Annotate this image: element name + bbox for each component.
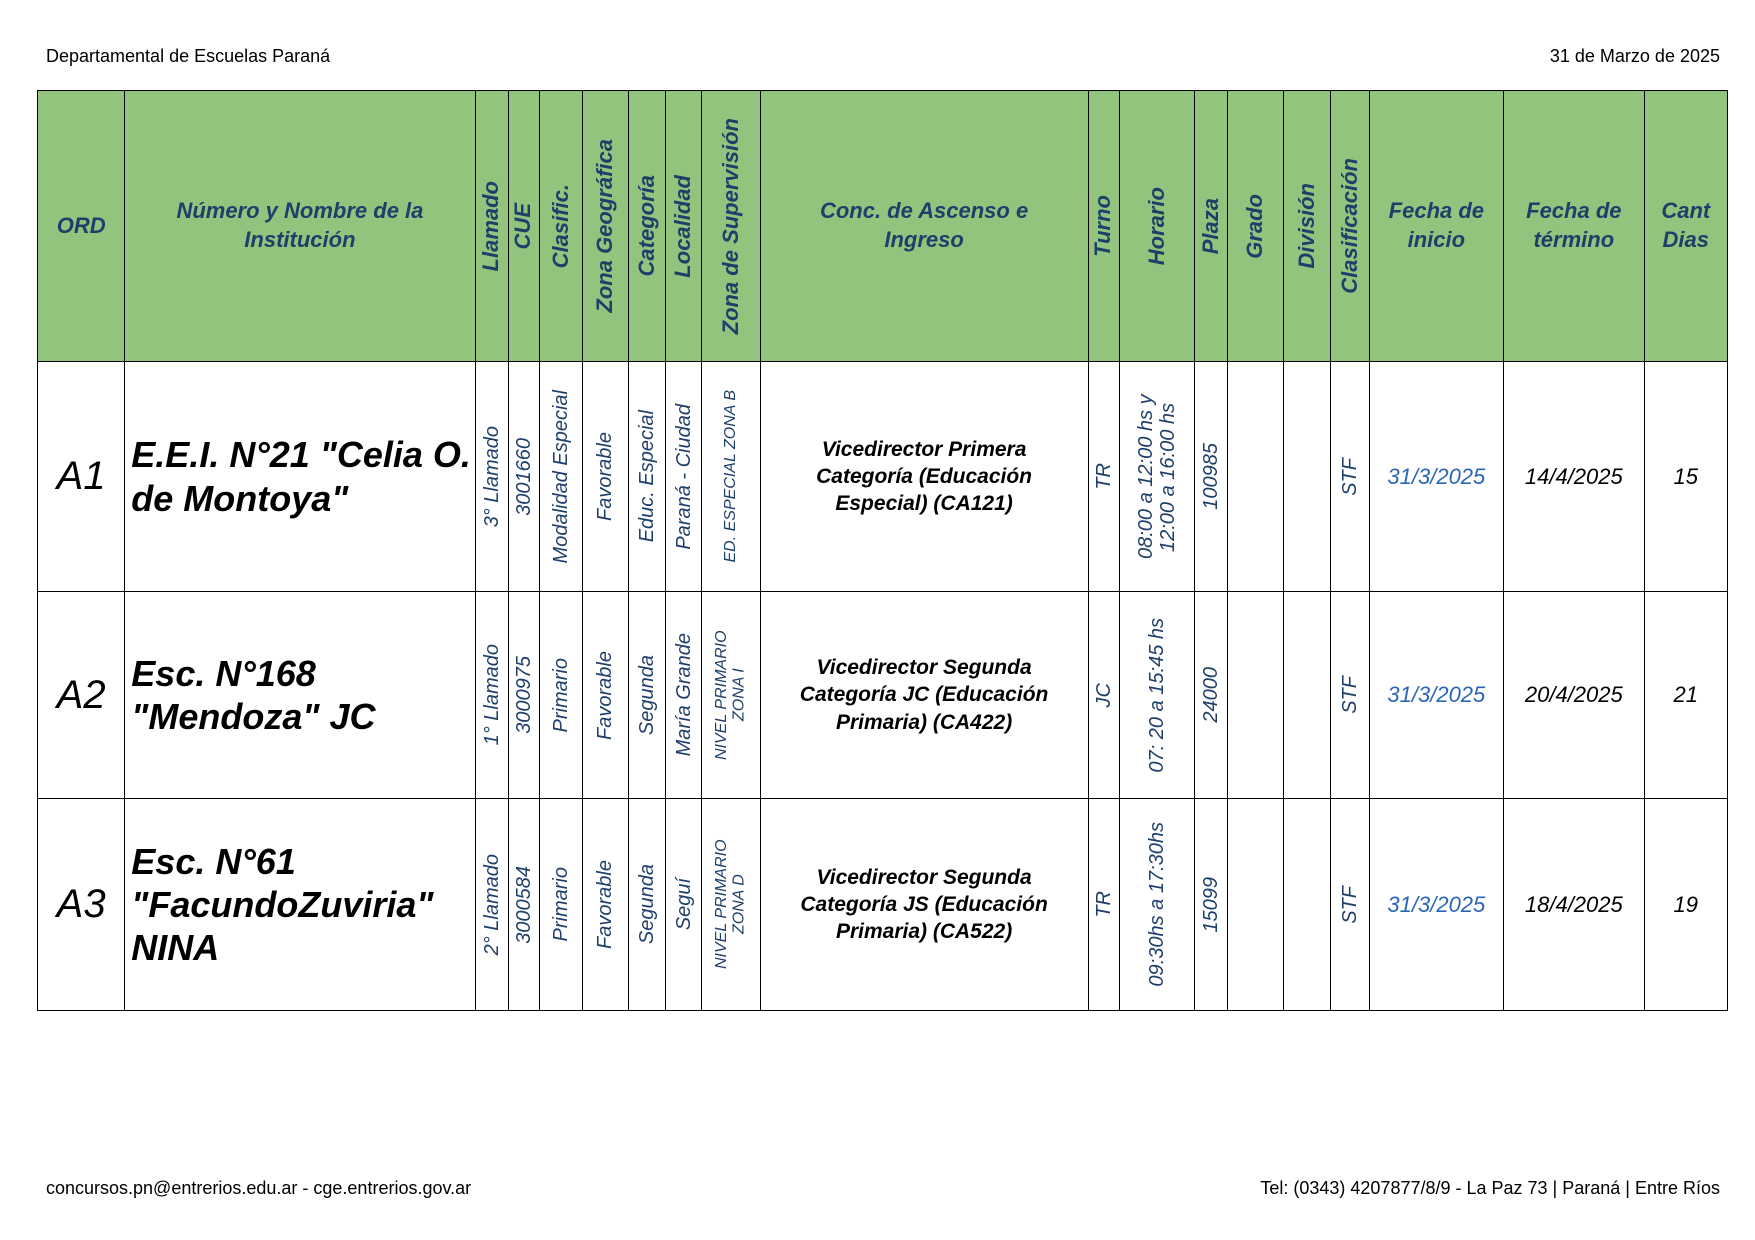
col-fecha-inicio: Fecha de inicio [1369, 91, 1503, 362]
cell-horario: 09:30hs a 17:30hs [1119, 799, 1194, 1011]
cell-clasific: Primario [539, 592, 582, 799]
col-plaza: Plaza [1195, 91, 1228, 362]
cell-clasific: Modalidad Especial [539, 362, 582, 592]
col-llamado: Llamado [475, 91, 508, 362]
table-row [38, 799, 1728, 1011]
cell-fecha-inicio: 31/3/2025 [1369, 799, 1503, 1011]
col-fecha-termino: Fecha de término [1504, 91, 1644, 362]
cell-clasific: Primario [539, 799, 582, 1011]
header-row [38, 91, 1728, 362]
cell-localidad: Seguí [666, 799, 702, 1011]
cell-cue: 3001660 [508, 362, 539, 592]
cell-division [1284, 799, 1331, 1011]
cell-fecha-termino: 14/4/2025 [1504, 362, 1644, 592]
col-cue: CUE [508, 91, 539, 362]
table-row [38, 362, 1728, 592]
col-clasificacion: Clasificación [1331, 91, 1369, 362]
col-horario: Horario [1119, 91, 1194, 362]
cell-clasificacion: STF [1331, 362, 1369, 592]
cell-institucion: Esc. N°168 "Mendoza" JC [125, 592, 475, 799]
header-date: 31 de Marzo de 2025 [1549, 46, 1720, 66]
cell-conc: Vicedirector Segunda Categoría JS (Educación Primaria) (CA522) [760, 799, 1088, 1011]
col-zona-geografica: Zona Geográfica [582, 91, 628, 362]
cell-clasificacion: STF [1331, 799, 1369, 1011]
cell-grado [1228, 799, 1284, 1011]
cell-division [1284, 362, 1331, 592]
col-cant-dias: Cant Dias [1644, 91, 1727, 362]
cell-turno: TR [1088, 362, 1119, 592]
cell-fecha-termino: 18/4/2025 [1504, 799, 1644, 1011]
cell-zona-geografica: Favorable [582, 362, 628, 592]
cell-cant-dias: 21 [1644, 592, 1727, 799]
cell-plaza: 15099 [1195, 799, 1228, 1011]
cell-fecha-termino: 20/4/2025 [1504, 592, 1644, 799]
cell-cant-dias: 19 [1644, 799, 1727, 1011]
cell-fecha-inicio: 31/3/2025 [1369, 362, 1503, 592]
footer-address: Tel: (0343) 4207877/8/9 - La Paz 73 | Paraná | Entre Ríos [1260, 1178, 1720, 1198]
cell-zona-supervision: NIVEL PRIMARIO ZONA I [702, 592, 760, 799]
footer-contact: concursos.pn@entrerios.edu.ar - cge.entrerios.gov.ar [46, 1178, 472, 1198]
cell-ord: A2 [38, 592, 125, 799]
cell-categoria: Segunda [629, 592, 666, 799]
cell-zona-geografica: Favorable [582, 799, 628, 1011]
cell-categoria: Educ. Especial [629, 362, 666, 592]
col-zona-supervision: Zona de Supervisión [702, 91, 760, 362]
cell-grado [1228, 362, 1284, 592]
cell-cant-dias: 15 [1644, 362, 1727, 592]
col-turno: Turno [1088, 91, 1119, 362]
cell-ord: A3 [38, 799, 125, 1011]
cell-fecha-inicio: 31/3/2025 [1369, 592, 1503, 799]
cell-categoria: Segunda [629, 799, 666, 1011]
col-ord: ORD [38, 91, 125, 362]
header-left: Departamental de Escuelas Paraná [46, 46, 331, 66]
cell-clasificacion: STF [1331, 592, 1369, 799]
cell-plaza: 100985 [1195, 362, 1228, 592]
cell-conc: Vicedirector Segunda Categoría JC (Educación Primaria) (CA422) [760, 592, 1088, 799]
cell-zona-supervision: NIVEL PRIMARIO ZONA D [702, 799, 760, 1011]
cell-cue: 3000975 [508, 592, 539, 799]
cell-llamado: 1° Llamado [475, 592, 508, 799]
cell-ord: A1 [38, 362, 125, 592]
col-clasific: Clasific. [539, 91, 582, 362]
table-row [38, 592, 1728, 799]
cell-llamado: 2° Llamado [475, 799, 508, 1011]
cell-institucion: E.E.I. N°21 "Celia O. de Montoya" [125, 362, 475, 592]
cell-turno: JC [1088, 592, 1119, 799]
cell-conc: Vicedirector Primera Categoría (Educación Especial) (CA121) [760, 362, 1088, 592]
col-categoria: Categoría [629, 91, 666, 362]
cell-localidad: María Grande [666, 592, 702, 799]
col-grado: Grado [1228, 91, 1284, 362]
cell-institucion: Esc. N°61 "FacundoZuviria" NINA [125, 799, 475, 1011]
vacancies-table [37, 90, 1728, 1011]
cell-cue: 3000584 [508, 799, 539, 1011]
cell-plaza: 24000 [1195, 592, 1228, 799]
cell-horario: 07: 20 a 15:45 hs [1119, 592, 1194, 799]
col-institucion: Número y Nombre de la Institución [125, 91, 475, 362]
cell-zona-supervision: ED. ESPECIAL ZONA B [702, 362, 760, 592]
col-division: División [1284, 91, 1331, 362]
col-localidad: Localidad [666, 91, 702, 362]
cell-zona-geografica: Favorable [582, 592, 628, 799]
cell-turno: TR [1088, 799, 1119, 1011]
cell-horario: 08:00 a 12:00 hs y 12:00 a 16:00 hs [1119, 362, 1194, 592]
cell-division [1284, 592, 1331, 799]
cell-grado [1228, 592, 1284, 799]
cell-llamado: 3° Llamado [475, 362, 508, 592]
cell-localidad: Paraná - Ciudad [666, 362, 702, 592]
col-conc: Conc. de Ascenso e Ingreso [760, 91, 1088, 362]
